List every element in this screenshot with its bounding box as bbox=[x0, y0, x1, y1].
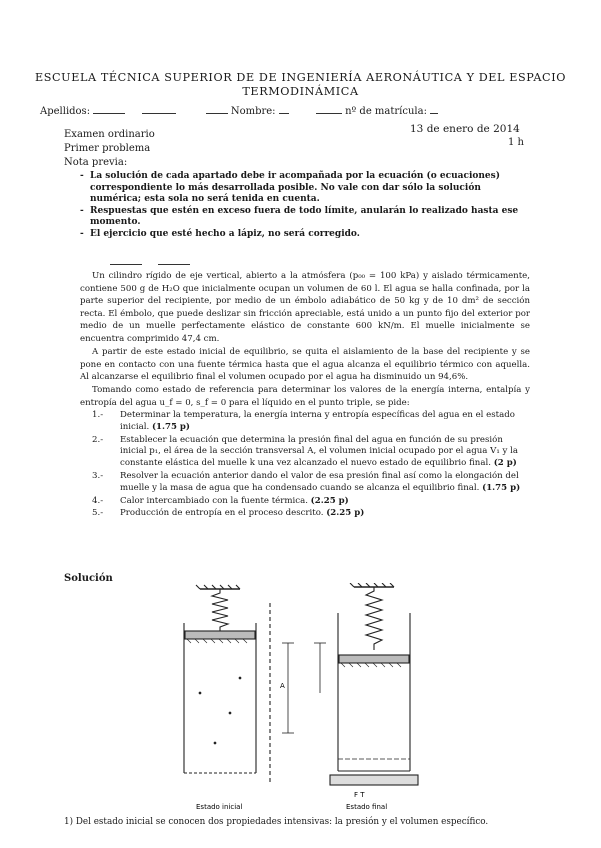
subject-title: TERMODINÁMICA bbox=[242, 85, 359, 98]
question-item: 3.- Resolver la ecuación anterior dando el valor de esa presión final así como la elongación del muelle y la masa de agua que ha condensado cuando se alcanza el equilibrio final. (1.75 p) bbox=[92, 470, 521, 493]
exam-date: 13 de enero de 2014 bbox=[410, 123, 520, 135]
question-item: 5.- Producción de entropía en el proceso descrito. (2.25 p) bbox=[92, 508, 365, 519]
question-item: 2.- Establecer la ecuación que determina la presión final del agua en función de su presión inicial p₁, el área de la sección transversal A, el volumen inicial ocupado por el agua V₁ y la constante elástica del muelle k una vez alcanzado el nuevo estado de equilibrio final. (2 p) bbox=[92, 434, 519, 469]
separator-line-2 bbox=[158, 264, 190, 265]
matricula-blank-pre bbox=[316, 104, 342, 114]
nombre-blank-pre bbox=[206, 104, 228, 114]
exam-label: Examen ordinario bbox=[64, 129, 155, 140]
separator-line-1 bbox=[110, 264, 142, 265]
exam-duration: 1 h bbox=[508, 137, 524, 148]
nota-label: Nota previa: bbox=[64, 157, 128, 168]
matricula-label: nº de matrícula: bbox=[345, 106, 427, 117]
statement-paragraph-1: Un cilindro rígido de eje vertical, abierto a la atmósfera (p₀₀ = 100 kPa) y aislado térmicamente, contiene 500 g de H₂O que inicialmente ocupan un volumen de 60 l. El agua se halla confinada, por la parte superior del recipiente, por medio de un émbolo adiabático de 50 kg y de 10 dm² de sección recta. El émbolo, que puede deslizar sin fricción apreciable, está unido a un punto fijo del exterior por medio de un muelle perfectamente elástico de constante 600 kN/m. El muelle inicialmente se encuentra comprimido 47,4 cm. bbox=[80, 271, 530, 344]
statement-paragraph-2: A partir de este estado inicial de equilibrio, se quita el aislamiento de la base del recipiente y se pone en contacto con una fuente térmica hasta que el agua alcanza el equilibrio térmico con aquella. Al alcanzarse el equilibrio final el volumen ocupado por el agua ha disminuido un 94,6%. bbox=[80, 347, 530, 382]
apellidos-label: Apellidos: bbox=[40, 106, 91, 117]
school-title bbox=[18, 71, 583, 99]
school-name: ESCUELA TÉCNICA SUPERIOR DE DE INGENIERÍA AERONÁUTICA Y DEL ESPACIO bbox=[34, 71, 566, 84]
notes-block bbox=[80, 171, 530, 240]
initial-state-cylinder bbox=[184, 585, 256, 773]
solution-heading: Solución bbox=[64, 573, 113, 584]
area-label: A bbox=[280, 682, 285, 690]
statement-paragraph-3: Tomando como estado de referencia para determinar los valores de la energía interna, entalpía y entropía del agua u_f = 0, s_f = 0 para el líquido en el punto triple, se pide: bbox=[80, 385, 530, 408]
identity-row bbox=[40, 104, 438, 117]
note-item: - La solución de cada apartado debe ir acompañada por la ecuación (o ecuaciones) correspondiente lo más desarrollada posible. No vale con dar sólo la solución numérica; esta sola no será tenida en cuenta. bbox=[80, 171, 530, 206]
note-item: - El ejercicio que esté hecho a lápiz, no será corregido. bbox=[80, 229, 530, 241]
matricula-blank bbox=[430, 104, 438, 114]
cylinder-diagram bbox=[170, 583, 440, 813]
initial-state-label: Estado inicial bbox=[196, 803, 243, 811]
apellidos-blank-2 bbox=[142, 104, 176, 114]
questions-list bbox=[92, 410, 530, 521]
final-state-cylinder bbox=[330, 583, 418, 785]
problem-label: Primer problema bbox=[64, 143, 151, 154]
nombre-label: Nombre: bbox=[230, 106, 276, 117]
answer-1: 1) Del estado inicial se conocen dos propiedades intensivas: la presión y el volumen específico. bbox=[64, 817, 489, 827]
question-item: 1.- Determinar la temperatura, la energía interna y entropía específicas del agua en el estado inicial. (1.75 p) bbox=[92, 410, 515, 432]
final-state-label: Estado final bbox=[346, 803, 388, 811]
question-item: 4.- Calor intercambiado con la fuente térmica. (2.25 p) bbox=[92, 495, 349, 506]
nombre-blank bbox=[279, 104, 289, 114]
thermal-source-label: F T bbox=[354, 791, 365, 799]
note-item: - Respuestas que estén en exceso fuera de todo límite, anularán lo realizado hasta ese momento. bbox=[80, 206, 530, 229]
apellidos-blank-1 bbox=[93, 104, 125, 114]
